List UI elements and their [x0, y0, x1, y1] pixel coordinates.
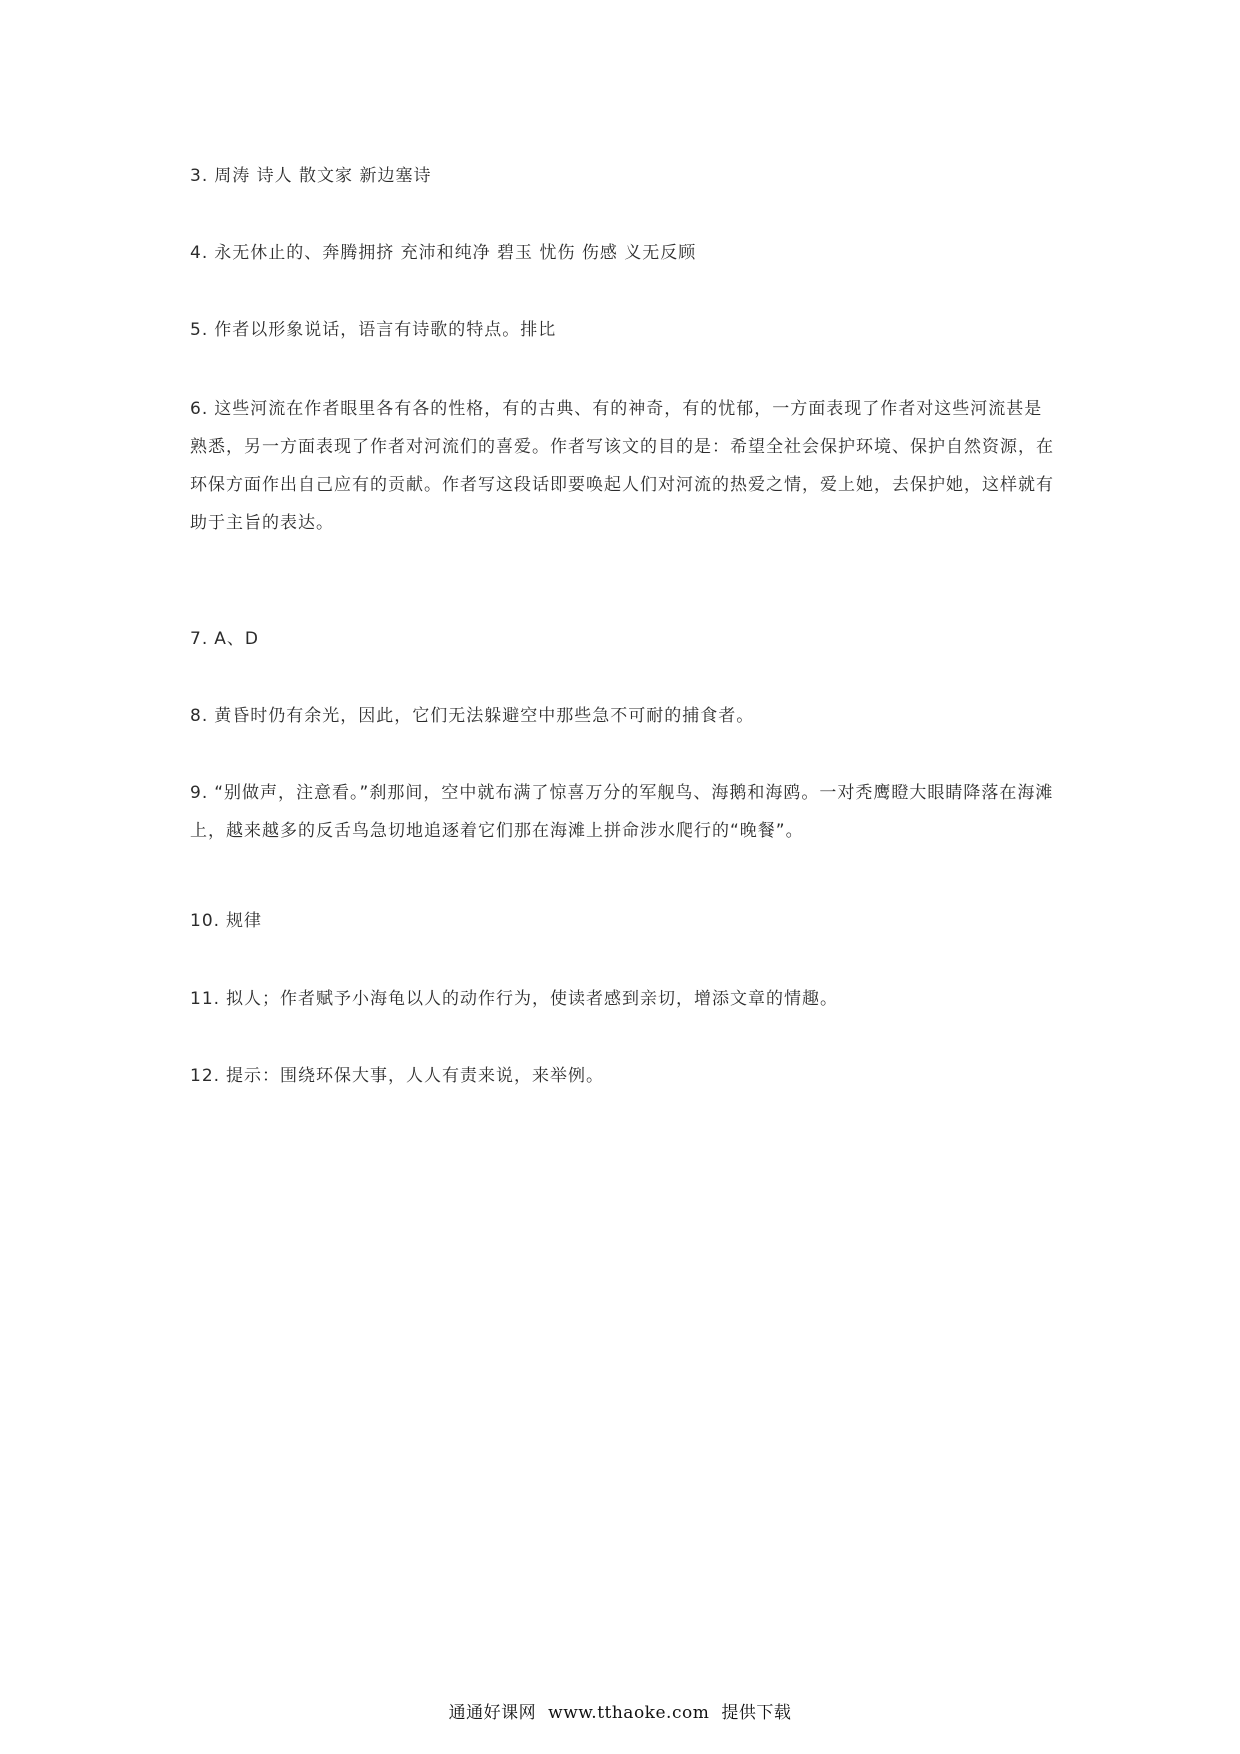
answer-4 [190, 234, 1060, 272]
answer-3 [190, 157, 1060, 195]
answer-text: 这些河流在作者眼里各有各的性格，有的古典、有的神奇，有的忧郁，一方面表现了作者对这些河流甚是熟悉，另一方面表现了作者对河流们的喜爱。作者写该文的目的是：希望全社会保护环境、保护自然资源，在环保方面作出自己应有的贡献。作者写这段话即要唤起人们对河流的热爱之情，爱上她，去保护她，这样就有助于主旨的表达。 [190, 399, 1054, 533]
answer-number: 9. [190, 783, 209, 803]
answer-text: 作者以形象说话，语言有诗歌的特点。排比 [214, 320, 557, 340]
answer-7 [190, 620, 1060, 658]
answer-text: 永无休止的、奔腾拥挤 充沛和纯净 碧玉 忧伤 伤感 义无反顾 [214, 243, 697, 263]
answer-number: 12. [190, 1066, 221, 1086]
answer-number: 5. [190, 320, 209, 340]
answer-text: A、D [214, 629, 259, 649]
answer-number: 11. [190, 989, 221, 1009]
footer-suffix: 提供下载 [721, 1703, 792, 1723]
answer-number: 10. [190, 911, 221, 931]
answer-text: 规律 [226, 911, 263, 931]
footer-site-name: 通通好课网 [448, 1703, 537, 1723]
answer-10 [190, 902, 1060, 940]
answer-text: 拟人；作者赋予小海龟以人的动作行为，使读者感到亲切，增添文章的情趣。 [226, 989, 839, 1009]
answer-number: 6. [190, 399, 209, 419]
answer-11 [190, 980, 1060, 1018]
answer-6 [190, 390, 1060, 542]
answer-number: 7. [190, 629, 209, 649]
answer-5 [190, 311, 1060, 349]
answer-number: 3. [190, 166, 209, 186]
answer-text: 黄昏时仍有余光，因此，它们无法躲避空中那些急不可耐的捕食者。 [214, 706, 755, 726]
answer-12 [190, 1057, 1060, 1095]
answer-number: 4. [190, 243, 209, 263]
answer-text: “别做声，注意看。”刹那间，空中就布满了惊喜万分的军舰鸟、海鹅和海鸥。一对秃鹰瞪大眼睛降落在海滩上，越来越多的反舌鸟急切地追逐着它们那在海滩上拼命涉水爬行的“晚餐”。 [190, 783, 1054, 841]
footer-url: www.tthaoke.com [548, 1703, 710, 1723]
answer-text: 提示：围绕环保大事，人人有责来说，来举例。 [226, 1066, 605, 1086]
answer-8 [190, 697, 1060, 735]
answer-text: 周涛 诗人 散文家 新边塞诗 [214, 166, 432, 186]
answer-9 [190, 774, 1060, 850]
answer-number: 8. [190, 706, 209, 726]
page-footer [0, 1698, 1240, 1723]
